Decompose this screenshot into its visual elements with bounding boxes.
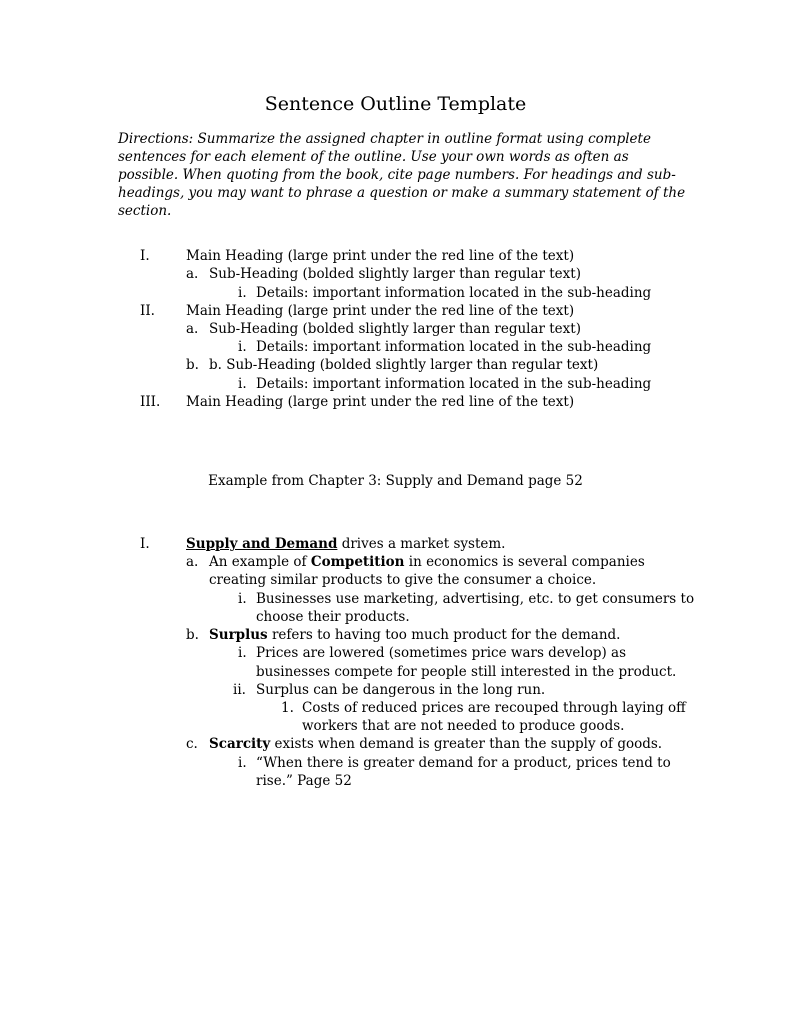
letter-marker: a. [186,266,199,282]
outline-heading-1 [0,247,791,265]
page-title: Sentence Outline Template [264,93,527,115]
outline-detail [0,375,791,393]
continuation-text: rise.” Page 52 [256,773,352,789]
key-term: Scarcity [209,736,271,752]
heading-text: Main Heading (large print under the red line of the text) [186,394,575,410]
roman-numeral: I. [140,248,150,264]
directions-paragraph: Directions: Summarize the assigned chapter in outline format using complete sentences for each element of the outline. Use your own words as often as possible. When quoting from the book, cite page numbers. For headings and sub-headings, you may want to phrase a question or make a summary statement of the section. [118,131,686,219]
quote-text: “When there is greater demand for a product, prices tend to [256,755,671,771]
continuation-text: choose their products. [256,609,410,625]
example-subdetail [0,699,791,717]
example-detail [0,644,791,662]
continuation-text: creating similar products to give the consumer a choice. [209,572,597,588]
letter-marker: a. [186,321,199,337]
subheading-text: Sub-Heading (bolded slightly larger than regular text) [209,266,581,282]
outline-subheading [0,265,791,283]
detail-text: Details: important information located in the sub-heading [256,339,652,355]
example-detail [0,754,791,772]
text-pre: An example of [209,554,311,570]
roman-numeral: III. [140,394,161,410]
example-subdetail-cont [0,717,791,735]
example-subheading-a [0,553,791,571]
subdetail-text: Costs of reduced prices are recouped through laying off [302,700,686,716]
text-rest: refers to having too much product for the demand. [267,627,621,643]
example-detail [0,590,791,608]
detail-marker: i. [238,645,247,661]
heading-rest: drives a market system. [337,536,506,552]
outline-heading-3 [0,393,791,411]
heading-text: Main Heading (large print under the red line of the text) [186,303,575,319]
detail-marker: i. [238,376,247,392]
outline-subheading [0,356,791,374]
number-marker: 1. [281,700,294,716]
letter-marker: c. [186,736,198,752]
subheading-text [209,626,620,644]
key-term: Surplus [209,627,268,643]
example-caption: Example from Chapter 3: Supply and Demand page 52 [208,473,583,489]
key-term: Competition [310,554,405,570]
example-heading-1 [0,535,791,553]
detail-marker: i. [238,285,247,301]
continuation-text: businesses compete for people still interested in the product. [256,664,677,680]
subheading-text [209,735,662,753]
example-subheading-c [0,735,791,753]
outline-detail [0,338,791,356]
detail-text: Businesses use marketing, advertising, etc. to get consumers to [256,591,695,607]
roman-numeral: I. [140,536,150,552]
text-rest: exists when demand is greater than the supply of goods. [270,736,663,752]
continuation-text: workers that are not needed to produce goods. [302,718,625,734]
example-detail-cont [0,663,791,681]
detail-marker: ii. [233,682,246,698]
detail-marker: i. [238,755,247,771]
roman-numeral: II. [140,303,155,319]
letter-marker: b. [186,357,199,373]
subheading-text [209,553,645,571]
outline-detail [0,284,791,302]
example-subheading-a-cont [0,571,791,589]
detail-marker: i. [238,339,247,355]
detail-text: Details: important information located in the sub-heading [256,376,652,392]
example-detail-cont [0,772,791,790]
example-detail-cont [0,608,791,626]
text-post: in economics is several companies [404,554,645,570]
example-detail [0,681,791,699]
outline-heading-2 [0,302,791,320]
example-subheading-b [0,626,791,644]
detail-text: Prices are lowered (sometimes price wars develop) as [256,645,627,661]
letter-marker: b. [186,627,199,643]
subheading-text: Sub-Heading (bolded slightly larger than regular text) [209,321,581,337]
outline-subheading [0,320,791,338]
key-term: Supply and Demand [186,536,338,552]
heading-text: Main Heading (large print under the red line of the text) [186,248,575,264]
detail-text: Details: important information located in the sub-heading [256,285,652,301]
detail-marker: i. [238,591,247,607]
subheading-text: b. Sub-Heading (bolded slightly larger than regular text) [209,357,599,373]
heading-text [186,535,505,553]
letter-marker: a. [186,554,199,570]
detail-text: Surplus can be dangerous in the long run. [256,682,546,698]
